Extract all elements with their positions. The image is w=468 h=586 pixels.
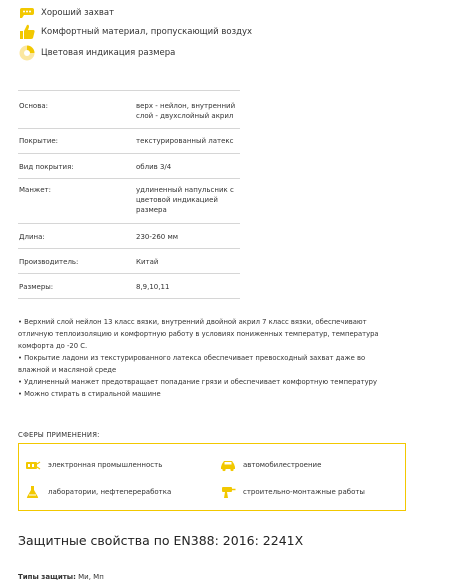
feature-comfort-material	[18, 23, 252, 41]
description-line: комфорта до -20 С.	[18, 342, 88, 350]
color-circle-icon	[18, 44, 36, 62]
application-laboratories: лаборатории, нефтепереработка	[25, 485, 171, 499]
car-icon	[220, 458, 236, 472]
spec-value: Китай	[135, 249, 240, 274]
feature-text: Хороший захват	[41, 8, 115, 18]
drill-icon	[220, 485, 236, 499]
spec-key: Основа:	[18, 91, 135, 129]
application-automotive: автомобилестроение	[220, 458, 321, 472]
spec-row	[18, 179, 240, 224]
protection-types-value: Ми, Мп	[78, 573, 104, 581]
spec-value: 8,9,10,11	[135, 274, 240, 299]
application-electronics: электронная промышленность	[25, 458, 162, 472]
spec-key: Длина:	[18, 224, 135, 249]
lab-flask-icon	[25, 485, 41, 499]
thumbs-up-icon	[18, 23, 36, 41]
applications-title: СФЕРЫ ПРИМЕНЕНИЯ:	[18, 431, 100, 439]
description-line: отличную теплоизоляцию и комфортную работу в условиях пониженных температур, температура	[18, 330, 379, 338]
spec-row	[18, 249, 240, 274]
protection-title: Защитные свойства по EN388: 2016: 2241X	[18, 533, 304, 548]
spec-key: Размеры:	[18, 274, 135, 299]
specs-table	[18, 90, 240, 299]
spec-value: удлиненный напульсник с цветовой индикацией размера	[135, 179, 240, 224]
feature-text: Цветовая индикация размера	[41, 48, 176, 58]
spec-row	[18, 274, 240, 299]
spec-key: Покрытие:	[18, 129, 135, 154]
feature-text: Комфортный материал, пропускающий воздух	[41, 27, 253, 37]
description-line: • Верхний слой нейлон 13 класс вязки, внутренний двойной акрил 7 класс вязки, обеспечивают	[18, 318, 367, 326]
spec-value: верх - нейлон, внутренний слой - двухслойный акрил	[135, 91, 240, 129]
description-line: • Покрытие ладони из текстурированного латекса обеспечивает превосходный захват даже во	[18, 354, 366, 362]
feature-color-size	[18, 44, 175, 62]
spec-value: 230-260 мм	[135, 224, 240, 249]
description-line: • Можно стирать в стиральной машине	[18, 390, 161, 398]
product-description	[18, 316, 458, 400]
description-line: • Удлиненный манжет предотвращает попадание грязи и обеспечивает комфортную температуру	[18, 378, 378, 386]
spec-row	[18, 129, 240, 154]
description-line: влажной и масляной среде	[18, 366, 117, 374]
spec-row	[18, 91, 240, 129]
spec-key: Манжет:	[18, 179, 135, 224]
spec-row	[18, 224, 240, 249]
spec-key: Производитель:	[18, 249, 135, 274]
spec-value: облив 3/4	[135, 154, 240, 179]
protection-types-label: Типы защиты:	[18, 573, 76, 581]
protection-types	[18, 573, 104, 581]
electronics-icon	[25, 458, 41, 472]
feature-good-grip	[18, 4, 114, 22]
grip-hand-icon	[18, 4, 36, 22]
applications-box	[18, 443, 406, 511]
application-construction: строительно-монтажные работы	[220, 485, 365, 499]
spec-row	[18, 154, 240, 179]
spec-value: текстурированный латекс	[135, 129, 240, 154]
spec-key: Вид покрытия:	[18, 154, 135, 179]
